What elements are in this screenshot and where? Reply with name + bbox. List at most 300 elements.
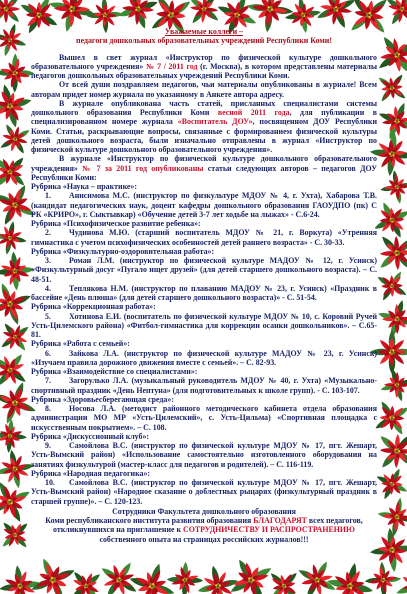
intro-paragraph-congrats: От всей души поздравляем педагогов, чьи материалы опубликованы в журнале! Всем авторам придет номер журнала по указанному в Анкете автора адресу.: [31, 80, 377, 99]
highlight-cooperation: СОТРУДНИЧЕСТВУ И РАСПРОСТРАНЕНИЮ: [183, 525, 355, 535]
flower-center-icon: [119, 581, 121, 583]
flower-center-icon: [135, 9, 137, 11]
flower-center-icon: [219, 584, 221, 586]
flower-center-icon: [316, 577, 318, 579]
flower-center-icon: [201, 8, 203, 10]
flower-center-icon: [16, 204, 18, 206]
poinsettia-flower-icon: [0, 353, 27, 388]
flower-center-icon: [392, 89, 394, 91]
flower-center-icon: [380, 580, 382, 582]
flower-center-icon: [397, 119, 399, 121]
flower-center-icon: [402, 7, 404, 9]
flower-center-icon: [397, 385, 399, 387]
flower-center-icon: [12, 205, 14, 207]
flower-center-icon: [318, 578, 320, 580]
flower-center-icon: [15, 535, 17, 537]
flower-center-icon: [8, 39, 10, 41]
rubric-heading: Рубрика «Работа с семьей»:: [31, 339, 130, 349]
flower-center-icon: [397, 383, 399, 385]
flower-center-icon: [12, 203, 14, 205]
flower-center-icon: [390, 151, 392, 153]
item-text: Загорулько Л.А. (музыкальный руководитель МДОУ № 40, г. Ухта) «Музыкально-спортивный праздник «День Нептуна» (для подготовительных к школе групп). - С. 103-107.: [31, 376, 377, 395]
flower-center-icon: [102, 13, 104, 15]
flower-center-icon: [14, 140, 16, 142]
flower-center-icon: [9, 301, 11, 303]
flower-center-icon: [381, 578, 383, 580]
text-segment: Коми республиканского института развития образования: [45, 516, 254, 525]
flower-center-icon: [303, 13, 305, 15]
flower-center-icon: [398, 515, 400, 517]
flower-center-icon: [16, 72, 18, 74]
flower-center-icon: [8, 236, 10, 238]
flower-center-icon: [390, 285, 392, 287]
poinsettia-flower-icon: [188, 0, 220, 25]
flower-center-icon: [314, 579, 316, 581]
flower-center-icon: [393, 152, 395, 154]
flower-center-icon: [9, 38, 11, 40]
poinsettia-flower-icon: [0, 419, 27, 453]
flower-center-icon: [396, 452, 398, 454]
flower-center-icon: [334, 9, 336, 11]
flower-center-icon: [366, 15, 369, 18]
flower-center-icon: [300, 14, 302, 16]
flower-center-icon: [389, 351, 391, 353]
flower-center-icon: [153, 585, 156, 588]
flower-center-icon: [392, 286, 394, 288]
flower-center-icon: [13, 337, 15, 339]
flower-center-icon: [392, 418, 394, 420]
list-item: [31, 256, 377, 284]
item-text: Чудинова М.Ю. (старший воспитатель МДОУ № 21, г. Воркута) «Утренняя гимнастика с учетом психофизических особенностей детей раннего возраста» - С. 30-33.: [31, 228, 377, 247]
flower-center-icon: [14, 202, 16, 204]
announcement-body: [31, 27, 377, 568]
flower-center-icon: [389, 153, 391, 155]
item-text: Самойлова В.С. (инструктор по физической культуре МДОУ № 17, пгт. Жешарт, Усть-Вымский район) «Использование самостоятельно изготовленного оборудования на занятиях физкультурой (мастер-класс для педагогов и родителей). – С. 116-119.: [31, 441, 377, 469]
flower-center-icon: [394, 252, 396, 254]
flower-center-icon: [382, 581, 384, 583]
flower-center-icon: [395, 118, 397, 120]
rubric-heading: Рубрика «Физкультурно-оздоровительная работа»:: [31, 246, 215, 256]
flower-center-icon: [10, 38, 12, 40]
flower-center-icon: [398, 121, 400, 123]
flower-center-icon: [12, 469, 14, 471]
flower-center-icon: [349, 583, 352, 586]
poinsettia-flower-icon: [0, 481, 31, 523]
flower-center-icon: [182, 579, 184, 581]
flower-center-icon: [390, 88, 392, 90]
flower-center-icon: [390, 286, 392, 288]
poinsettia-flower-icon: [70, 570, 101, 594]
item-text: Самойлова В.С. (инструктор по физической культуре МДОУ № 17, пгт. Жешарт, Усть-Вымский район) «Народное сказание о доблестных рыцарях (физкультурный праздник в старшей группе)». – С. 120-123.: [31, 478, 377, 506]
highlight-issue: № 7 за 2011 год опубликованы: [82, 163, 204, 173]
flower-center-icon: [7, 170, 9, 172]
flower-center-icon: [269, 10, 272, 13]
poinsettia-flower-icon: [0, 322, 30, 352]
flower-center-icon: [13, 138, 15, 140]
flower-center-icon: [14, 533, 16, 535]
flower-center-icon: [13, 404, 15, 406]
closing-line-1: Сотрудники Факультета дошкольного образования: [112, 506, 296, 516]
rubric-heading: Рубрика «Здоровьесберегающая среда»:: [31, 394, 174, 404]
flower-center-icon: [337, 7, 339, 9]
poinsettia-flower-icon: [0, 84, 32, 128]
flower-center-icon: [139, 8, 141, 10]
flower-center-icon: [394, 516, 396, 518]
text-segment: В журнале «Инструктор по физической культуре дошкольного образовательного учреждения»: [31, 154, 377, 173]
flower-center-icon: [234, 13, 236, 15]
item-number: 7.: [45, 376, 51, 386]
flower-center-icon: [8, 367, 10, 369]
list-item: [31, 404, 377, 432]
flower-center-icon: [10, 103, 12, 105]
flower-center-icon: [15, 74, 17, 76]
flower-center-icon: [394, 120, 396, 122]
flower-center-icon: [390, 482, 392, 484]
highlight-journal: «Воспитатель ДОУ»: [177, 117, 253, 127]
flower-center-icon: [396, 316, 398, 318]
flower-center-icon: [105, 15, 107, 17]
flower-center-icon: [17, 586, 19, 588]
intro-paragraph-authors: [31, 154, 377, 182]
item-text: Хотинова Е.И. (воспитатель по физической культуре МДОУ № 10, с. Коровий Ручей Усть-Цилемского района) «Фитбол-гимнастика для коррекции осанки дошкольников». – С.65-81.: [31, 311, 377, 339]
poinsettia-flower-icon: [376, 468, 407, 501]
flower-center-icon: [333, 7, 335, 9]
flower-center-icon: [281, 585, 283, 587]
flower-center-icon: [10, 500, 12, 502]
flower-center-icon: [271, 8, 274, 11]
flower-center-icon: [397, 55, 399, 57]
flower-center-icon: [384, 579, 386, 581]
flower-center-icon: [16, 468, 18, 470]
flower-center-icon: [12, 71, 14, 73]
flower-center-icon: [396, 514, 398, 516]
flower-center-icon: [171, 12, 174, 15]
poinsettia-flower-icon: [0, 23, 27, 57]
flower-center-icon: [397, 250, 399, 252]
poinsettia-flower-icon: [0, 0, 21, 24]
flower-center-icon: [16, 534, 18, 536]
flower-center-icon: [347, 584, 350, 587]
flower-center-icon: [395, 319, 397, 321]
flower-center-icon: [4, 7, 6, 9]
flower-center-icon: [395, 187, 397, 189]
flower-center-icon: [347, 586, 350, 589]
flower-center-icon: [250, 581, 253, 584]
flower-center-icon: [391, 353, 393, 355]
flower-center-icon: [169, 12, 172, 15]
flower-center-icon: [397, 187, 399, 189]
flower-center-icon: [392, 154, 394, 156]
flower-center-icon: [398, 253, 400, 255]
flower-center-icon: [390, 349, 392, 351]
flower-center-icon: [303, 15, 305, 17]
flower-center-icon: [137, 10, 139, 12]
poinsettia-flower-icon: [377, 73, 407, 103]
flower-center-icon: [10, 40, 12, 42]
flower-center-icon: [11, 170, 13, 172]
rubric-heading: Рубрика «Взаимодействие со специалистами»:: [31, 367, 198, 376]
flower-center-icon: [69, 8, 72, 11]
item-text: Роман Л.М. (инструктор по физической культуре МАДОУ № 12, г. Усинск) «Физкультурный досуг «Пугало ищет друзей» (для детей старшего дошкольного возраста). – С. 48-51.: [31, 256, 377, 284]
flower-center-icon: [392, 349, 394, 351]
flower-center-icon: [9, 169, 11, 171]
flower-center-icon: [390, 483, 392, 485]
poinsettia-flower-icon: [377, 497, 407, 536]
greeting-line-2: педагоги дошкольных образовательных учреждений Республики Коми!: [76, 36, 332, 46]
flower-center-icon: [396, 122, 398, 124]
flower-center-icon: [394, 317, 396, 319]
flower-center-icon: [267, 6, 270, 9]
intro-paragraph-background: [31, 99, 377, 155]
flower-center-icon: [282, 584, 284, 586]
flower-center-icon: [396, 386, 398, 388]
poinsettia-flower-icon: [117, 0, 158, 30]
flower-center-icon: [398, 53, 400, 55]
flower-center-icon: [366, 12, 369, 15]
flower-center-icon: [169, 16, 172, 19]
flower-center-icon: [9, 371, 11, 373]
flower-center-icon: [7, 302, 9, 304]
poinsettia-flower-icon: [378, 432, 407, 469]
intro-paragraph-release: [31, 53, 377, 81]
flower-center-icon: [368, 16, 371, 19]
flower-center-icon: [394, 53, 396, 55]
flower-center-icon: [218, 587, 220, 589]
flower-center-icon: [184, 577, 186, 579]
text-segment: Вышел в свет журнал «Инструктор по физической культуре дошкольного образовательного учреждения»: [31, 52, 377, 71]
flower-center-icon: [15, 139, 17, 141]
poinsettia-flower-icon: [373, 201, 407, 239]
flower-center-icon: [12, 270, 14, 272]
flower-center-icon: [14, 137, 16, 139]
flower-center-icon: [14, 470, 16, 472]
flower-center-icon: [395, 518, 397, 520]
flower-center-icon: [284, 584, 286, 586]
poinsettia-flower-icon: [0, 156, 26, 188]
flower-center-icon: [4, 9, 6, 11]
item-number: 10.: [45, 478, 55, 487]
flower-center-icon: [14, 268, 16, 270]
flower-center-icon: [15, 403, 17, 405]
text-segment: всех педагогов, откликнувшихся на приглашение к: [53, 516, 363, 535]
flower-center-icon: [14, 70, 16, 72]
flower-center-icon: [8, 503, 10, 505]
flower-center-icon: [390, 155, 392, 157]
flower-center-icon: [10, 172, 12, 174]
rubric-heading: Рубрика «Наука – практике»:: [31, 182, 137, 191]
item-number: 2.: [45, 228, 51, 238]
flower-center-icon: [149, 583, 152, 586]
flower-center-icon: [118, 577, 120, 579]
flower-center-icon: [392, 217, 394, 219]
text-segment: статьи следующих авторов – педагогов ДОУ Республики Коми:: [31, 163, 377, 182]
flower-center-icon: [283, 587, 285, 589]
highlight-date: весной 2011 года: [217, 108, 290, 117]
flower-center-icon: [389, 220, 391, 222]
flower-center-icon: [389, 550, 391, 552]
flower-center-icon: [395, 185, 397, 187]
flower-center-icon: [168, 14, 171, 17]
highlight-thanks: БЛАГОДАРЯТ: [253, 516, 307, 525]
item-text: Анисимова М.С. (инструктор по физкультуре МДОУ № 4, г. Ухта), Хабарова Т.В. (кандидат педагогических наук, доцент кафедры дошкольного образования ГАОУДПО (пк) С РК «КРИРО», г. Сыктывкар) «Обучение детей 3-7 лет ходьбе на лыжах» - С.6-24.: [31, 191, 377, 219]
flower-center-icon: [53, 577, 56, 580]
flower-center-icon: [11, 370, 13, 372]
flower-center-icon: [185, 578, 187, 580]
flower-center-icon: [172, 15, 175, 18]
flower-center-icon: [267, 8, 270, 11]
poinsettia-flower-icon: [269, 571, 299, 594]
item-number: 9.: [45, 441, 51, 450]
flower-center-icon: [87, 584, 89, 586]
flower-center-icon: [396, 185, 398, 187]
flower-center-icon: [16, 336, 18, 338]
flower-center-icon: [54, 580, 57, 583]
item-number: 6.: [45, 348, 51, 358]
text-segment: собственного опыта на страницах российских журналов!!!: [99, 534, 309, 544]
flower-center-icon: [13, 535, 15, 537]
flower-center-icon: [19, 587, 21, 589]
flower-center-icon: [18, 583, 20, 585]
flower-center-icon: [7, 304, 9, 306]
flower-center-icon: [183, 581, 185, 583]
flower-center-icon: [13, 272, 15, 274]
item-number: 5.: [45, 311, 51, 321]
text-segment: , посвященном ДОУ Республики Коми. Статьи, раскрывающие вопросы, связанные с формированием физической культуры детей дошкольного возраста, были изначально отправлены в журнал «Инструктор по физической культуре дошкольного образовательного учреждения».: [31, 117, 377, 154]
flower-center-icon: [8, 436, 10, 438]
flower-center-icon: [135, 7, 137, 9]
flower-center-icon: [252, 579, 255, 582]
flower-center-icon: [11, 435, 13, 437]
flower-center-icon: [104, 12, 106, 14]
flower-center-icon: [203, 6, 205, 8]
greeting-title: [31, 27, 377, 46]
flower-center-icon: [15, 269, 17, 271]
rubric-heading: Рубрика «Психофизическое развитие ребенка»:: [31, 219, 201, 228]
flower-center-icon: [152, 583, 155, 586]
text-segment: В журнале опубликована часть статей, присланных специалистами системы дошкольного образования Республики Коми: [31, 98, 377, 117]
rubric-list: [31, 182, 377, 506]
flower-center-icon: [393, 417, 395, 419]
item-text: Зайкова Л.А. (инструктор по физической культуре МАДОУ № 23, г. Усинск) «Изучаем правила дорожного движения вместе с семьей». – С. 82-93.: [31, 348, 377, 367]
flower-center-icon: [399, 8, 401, 10]
flower-center-icon: [120, 579, 122, 581]
flower-center-icon: [9, 239, 11, 241]
text-segment: (г. Москва), в котором представлены материалы педагогов дошкольных образовательных учреждений Республики Коми.: [31, 61, 377, 80]
flower-center-icon: [234, 15, 236, 17]
flower-center-icon: [392, 86, 394, 88]
flower-center-icon: [10, 368, 12, 370]
poinsettia-flower-icon: [1, 521, 29, 549]
flower-center-icon: [15, 335, 17, 337]
flower-center-icon: [369, 12, 372, 15]
flower-center-icon: [394, 451, 396, 453]
flower-center-icon: [270, 6, 273, 9]
flower-center-icon: [236, 12, 238, 14]
flower-center-icon: [397, 517, 399, 519]
poinsettia-flower-icon: [378, 234, 407, 271]
flower-center-icon: [400, 7, 402, 9]
flower-center-icon: [72, 9, 75, 12]
flower-center-icon: [390, 418, 392, 420]
flower-center-icon: [8, 238, 10, 240]
flower-center-icon: [205, 7, 207, 9]
flower-center-icon: [248, 577, 251, 580]
flower-center-icon: [11, 105, 13, 107]
flower-center-icon: [15, 137, 17, 139]
flower-center-icon: [391, 415, 393, 417]
item-text: Теплякова Н.М. (инструктор по плаванию МАДОУ № 23, г. Усинск) «Праздник в бассейне «День плюша» (для детей старшего дошкольного возраста)» - С. 51-54.: [31, 283, 377, 302]
flower-center-icon: [103, 15, 105, 17]
item-number: 3.: [45, 256, 51, 265]
list-item: [31, 441, 377, 469]
flower-center-icon: [215, 584, 217, 586]
flower-center-icon: [398, 318, 400, 320]
flower-center-icon: [396, 383, 398, 385]
flower-center-icon: [9, 434, 11, 436]
flower-center-icon: [317, 580, 319, 582]
flower-center-icon: [37, 12, 39, 14]
flower-center-icon: [391, 284, 393, 286]
flower-center-icon: [315, 581, 317, 583]
flower-center-icon: [383, 578, 385, 580]
flower-center-icon: [390, 86, 392, 88]
flower-center-icon: [251, 577, 254, 580]
flower-center-icon: [8, 40, 10, 42]
flower-center-icon: [10, 437, 12, 439]
flower-center-icon: [149, 585, 152, 588]
rubric-heading: Рубрика «Народная педагогика»:: [31, 468, 151, 478]
flower-center-icon: [397, 320, 399, 322]
flower-center-icon: [8, 172, 10, 174]
flower-center-icon: [395, 55, 397, 57]
flower-center-icon: [351, 585, 354, 588]
flower-center-icon: [238, 14, 240, 16]
flower-center-icon: [50, 579, 53, 582]
flower-center-icon: [40, 15, 42, 17]
flower-center-icon: [391, 547, 393, 549]
flower-center-icon: [86, 586, 88, 588]
flower-center-icon: [389, 548, 391, 550]
closing-note: [31, 507, 377, 544]
flower-center-icon: [116, 580, 118, 582]
flower-center-icon: [393, 549, 395, 551]
poinsettia-flower-icon: [380, 368, 407, 402]
flower-center-icon: [393, 219, 395, 221]
flower-center-icon: [116, 578, 118, 580]
flower-center-icon: [16, 401, 18, 403]
poinsettia-flower-icon: [0, 123, 31, 155]
flower-center-icon: [38, 16, 40, 18]
flower-center-icon: [13, 73, 15, 75]
flower-center-icon: [73, 7, 76, 10]
flower-center-icon: [10, 305, 12, 307]
flower-center-icon: [7, 103, 9, 105]
flower-center-icon: [9, 107, 11, 109]
flower-center-icon: [392, 484, 394, 486]
flower-center-icon: [84, 586, 86, 588]
flower-center-icon: [397, 448, 399, 450]
closing-thanks: [31, 516, 377, 544]
flower-center-icon: [6, 10, 8, 12]
flower-center-icon: [395, 250, 397, 252]
poinsettia-flower-icon: [378, 102, 407, 140]
flower-center-icon: [204, 9, 206, 11]
flower-center-icon: [390, 218, 392, 220]
flower-center-icon: [398, 450, 400, 452]
flower-center-icon: [11, 302, 13, 304]
flower-center-icon: [395, 254, 397, 256]
flower-center-icon: [302, 16, 304, 18]
